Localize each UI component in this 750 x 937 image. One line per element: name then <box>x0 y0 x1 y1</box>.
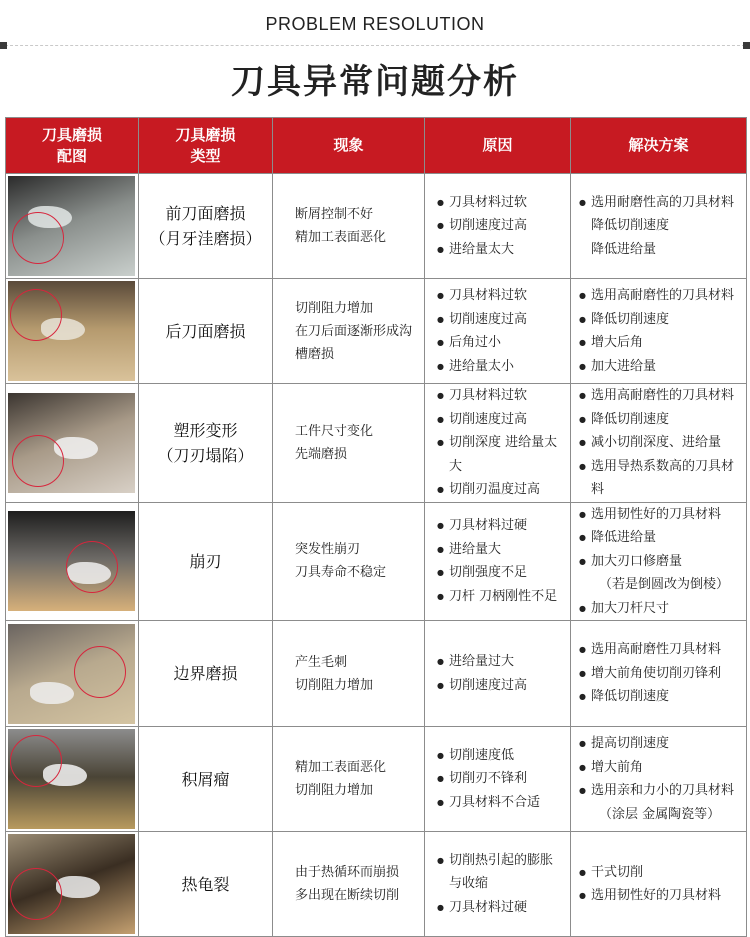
cause-item: ● 刀具材料过硬 <box>425 896 570 920</box>
solution-item: ● 干式切削 <box>571 861 746 885</box>
cause-item: ● 刀具材料过硬 <box>425 514 570 538</box>
solution-item: ● 选用亲和力小的刀具材料 <box>571 779 746 803</box>
bullet-icon: ● <box>437 657 444 666</box>
highlight-circle-icon <box>12 212 64 264</box>
phenomenon-cell <box>273 621 425 727</box>
solution-item: ● 降低切削速度 <box>571 685 746 709</box>
cause-cell <box>425 727 571 832</box>
wear-type <box>139 832 273 937</box>
bullet-icon: ● <box>579 867 586 877</box>
phenomenon-text: 先端磨损 <box>295 446 348 462</box>
phenomenon-text: 切削阻力增加 <box>295 783 374 798</box>
highlight-circle-icon <box>74 646 126 698</box>
chip-highlight <box>56 876 100 898</box>
phenomenon-text: 在刀后面逐渐形成沟 <box>295 323 413 339</box>
bullet-icon: ● <box>437 414 444 424</box>
bullet-icon: ● <box>579 668 586 678</box>
bullet-icon: ● <box>579 391 586 400</box>
bullet-icon: ● <box>579 556 586 566</box>
wear-photo <box>8 511 135 611</box>
solution-cell <box>571 502 747 621</box>
table-row <box>6 174 747 279</box>
highlight-circle-icon <box>10 868 62 920</box>
bullet-icon: ● <box>437 544 444 554</box>
bullet-icon: ● <box>579 314 586 324</box>
cause-item: ● 切削速度过高 <box>425 408 570 432</box>
wear-photo-cell <box>6 621 139 727</box>
wear-photo-cell <box>6 174 139 279</box>
solution-item: ● 选用导热系数高的刀具材料 <box>571 455 746 502</box>
phenomenon-text: 精加工表面恶化 <box>295 230 387 245</box>
phenomenon-text: 断屑控制不好 <box>295 207 374 222</box>
cause-cell <box>425 384 571 503</box>
wear-type-label: 崩刃 <box>189 551 222 571</box>
cause-item: 与收缩 <box>449 876 489 892</box>
wear-type-label: （月牙洼磨损） <box>149 229 262 248</box>
solution-item: ● 选用韧性好的刀具材料 <box>571 884 746 908</box>
phenomenon-cell <box>273 832 425 937</box>
solution-cell <box>571 832 747 937</box>
cause-item: ● 切削速度过高 <box>425 214 570 238</box>
phenomenon-text: 切削阻力增加 <box>295 300 374 316</box>
bullet-icon: ● <box>437 391 444 400</box>
phenomenon-cell <box>273 727 425 832</box>
divider <box>0 45 750 46</box>
bullet-icon: ● <box>579 891 586 900</box>
cause-item: ● 刀杆 刀柄刚性不足 <box>425 585 570 609</box>
cause-item: ● 切削速度过高 <box>425 308 570 332</box>
bullet-icon: ● <box>437 680 444 690</box>
bullet-icon: ● <box>437 197 444 207</box>
cause-cell <box>425 279 571 384</box>
cause-cell <box>425 832 571 937</box>
wear-photo <box>8 834 135 934</box>
cause-item: ● 刀具材料过软 <box>425 191 570 215</box>
wear-type <box>139 174 273 279</box>
cause-item: ● 切削强度不足 <box>425 561 570 585</box>
solution-item: ● 选用韧性好的刀具材料 <box>571 503 746 527</box>
table-header-row <box>6 118 747 174</box>
bullet-icon: ● <box>437 361 444 371</box>
solution-item: ● 加大进给量 <box>571 355 746 379</box>
wear-type <box>139 727 273 832</box>
solution-cell <box>571 727 747 832</box>
wear-photo <box>8 176 135 276</box>
solution-item: ● 选用耐磨性高的刀具材料 <box>571 191 746 215</box>
cause-item: ● 切削速度过高 <box>425 674 570 698</box>
header-photo: 刀具磨损 配图 <box>6 118 139 174</box>
wear-type-label: 后刀面磨损 <box>165 321 246 341</box>
table-row <box>6 502 747 621</box>
bullet-icon: ● <box>437 568 444 578</box>
solution-item: ● 加大刀杆尺寸 <box>571 597 746 621</box>
bullet-icon: ● <box>579 291 586 300</box>
phenomenon-cell <box>273 384 425 503</box>
highlight-circle-icon <box>66 541 118 593</box>
chip-highlight <box>30 682 74 704</box>
solution-item: （涂层 金属陶瓷等） <box>599 806 721 822</box>
cause-item: ● 切削热引起的膨胀 <box>425 849 570 873</box>
table-row <box>6 384 747 503</box>
phenomenon-text: 精加工表面恶化 <box>295 760 387 775</box>
phenomenon-text: 刀具寿命不稳定 <box>295 565 387 581</box>
bullet-icon: ● <box>579 338 586 347</box>
bullet-icon: ● <box>437 750 444 760</box>
solution-item: ● 增大前角使切削刃锋利 <box>571 662 746 686</box>
phenomenon-cell <box>273 279 425 384</box>
solution-item: ● 增大前角 <box>571 756 746 780</box>
bullet-icon: ● <box>437 244 444 254</box>
wear-photo <box>8 393 135 493</box>
solution-cell <box>571 621 747 727</box>
phenomenon-cell <box>273 174 425 279</box>
phenomenon-text: 多出现在断续切削 <box>295 888 400 903</box>
cause-item: ● 切削速度低 <box>425 744 570 768</box>
wear-type-label: 前刀面磨损 <box>165 204 246 223</box>
bullet-icon: ● <box>437 291 444 300</box>
solution-item: ● 加大刃口修磨量 <box>571 550 746 574</box>
bullet-icon: ● <box>579 414 586 424</box>
wear-photo <box>8 281 135 381</box>
bullet-icon: ● <box>579 645 586 655</box>
wear-type <box>139 621 273 727</box>
bullet-icon: ● <box>437 438 444 447</box>
header-phenomenon: 现象 <box>273 118 425 174</box>
solution-item: ● 选用高耐磨性的刀具材料 <box>571 284 746 308</box>
solution-item: ● 减小切削深度、进给量 <box>571 431 746 455</box>
cause-cell <box>425 174 571 279</box>
solution-item: 降低切削速度 <box>591 218 670 234</box>
wear-photo-cell <box>6 279 139 384</box>
bullet-icon: ● <box>579 762 586 772</box>
wear-type <box>139 279 273 384</box>
solution-item: ● 降低进给量 <box>571 526 746 550</box>
solution-item: ● 降低切削速度 <box>571 408 746 432</box>
phenomenon-text: 产生毛刺 <box>295 654 348 670</box>
solution-item: ● 选用高耐磨性刀具材料 <box>571 638 746 662</box>
wear-photo-cell <box>6 502 139 621</box>
table-row <box>6 727 747 832</box>
solution-item: ● 提高切削速度 <box>571 732 746 756</box>
bullet-icon: ● <box>437 485 444 494</box>
bullet-icon: ● <box>579 509 586 519</box>
bullet-icon: ● <box>437 521 444 531</box>
header-cause: 原因 <box>425 118 571 174</box>
solution-item: ● 降低切削速度 <box>571 308 746 332</box>
bullet-icon: ● <box>579 739 586 748</box>
bullet-icon: ● <box>437 902 444 912</box>
cause-item: ● 刀具材料不合适 <box>425 791 570 815</box>
wear-photo-cell <box>6 384 139 503</box>
wear-type <box>139 502 273 621</box>
cause-cell <box>425 621 571 727</box>
cause-cell <box>425 502 571 621</box>
table-row <box>6 279 747 384</box>
wear-type-label: 热龟裂 <box>181 874 230 894</box>
cause-item: ● 进给量太大 <box>425 238 570 262</box>
cause-item: ● 切削刃温度过高 <box>425 478 570 502</box>
cause-item: ● 进给量太小 <box>425 355 570 379</box>
phenomenon-text: 切削阻力增加 <box>295 677 374 693</box>
phenomenon-text: 工件尺寸变化 <box>295 423 374 439</box>
solution-item: 降低进给量 <box>591 241 657 257</box>
bullet-icon: ● <box>437 314 444 324</box>
highlight-circle-icon <box>12 435 64 487</box>
cause-item: ● 刀具材料过软 <box>425 384 570 408</box>
wear-type <box>139 384 273 503</box>
bullet-icon: ● <box>579 438 586 447</box>
highlight-circle-icon <box>10 735 62 787</box>
bullet-icon: ● <box>579 197 586 207</box>
solution-cell <box>571 174 747 279</box>
solution-cell <box>571 384 747 503</box>
cause-item: ● 切削深度 进给量太大 <box>425 431 570 478</box>
bullet-icon: ● <box>437 338 444 347</box>
bullet-icon: ● <box>579 361 586 371</box>
wear-photo <box>8 729 135 829</box>
wear-type-label: 塑形变形 <box>173 420 238 440</box>
solution-cell <box>571 279 747 384</box>
phenomenon-cell <box>273 502 425 621</box>
wear-type-label: 边界磨损 <box>173 664 238 683</box>
divider-marker-left <box>0 42 7 49</box>
wear-type-label: （刀刃塌陷） <box>157 445 254 465</box>
header-solution: 解决方案 <box>571 118 747 174</box>
wear-photo-cell <box>6 832 139 937</box>
bullet-icon: ● <box>579 692 586 702</box>
wear-photo-cell <box>6 727 139 832</box>
cause-item: ● 进给量大 <box>425 538 570 562</box>
solution-item: ● 选用高耐磨性的刀具材料 <box>571 384 746 408</box>
solution-item: （若是倒圆改为倒棱） <box>599 577 730 592</box>
cause-item: ● 进给量过大 <box>425 650 570 674</box>
cause-item: ● 刀具材料过软 <box>425 284 570 308</box>
cause-item: ● 后角过小 <box>425 331 570 355</box>
bullet-icon: ● <box>437 855 444 865</box>
bullet-icon: ● <box>437 797 444 807</box>
phenomenon-text: 由于热循环而崩损 <box>295 865 400 880</box>
highlight-circle-icon <box>10 289 62 341</box>
divider-marker-right <box>743 42 750 49</box>
cause-item: ● 切削刃不锋利 <box>425 767 570 791</box>
header-type: 刀具磨损 类型 <box>139 118 273 174</box>
wear-type-label: 积屑瘤 <box>181 769 230 789</box>
bullet-icon: ● <box>579 533 586 542</box>
bullet-icon: ● <box>579 603 586 613</box>
bullet-icon: ● <box>579 461 586 471</box>
bullet-icon: ● <box>437 221 444 231</box>
phenomenon-text: 槽磨损 <box>295 346 335 362</box>
table-row <box>6 621 747 727</box>
bullet-icon: ● <box>579 786 586 795</box>
table-row <box>6 832 747 937</box>
analysis-table <box>5 117 747 937</box>
wear-photo <box>8 624 135 724</box>
bullet-icon: ● <box>437 591 444 601</box>
phenomenon-text: 突发性崩刃 <box>295 542 361 558</box>
solution-item: ● 增大后角 <box>571 331 746 355</box>
bullet-icon: ● <box>437 774 444 784</box>
subtitle-en: PROBLEM RESOLUTION <box>265 14 485 34</box>
page-title: 刀具异常问题分析 <box>231 62 519 102</box>
